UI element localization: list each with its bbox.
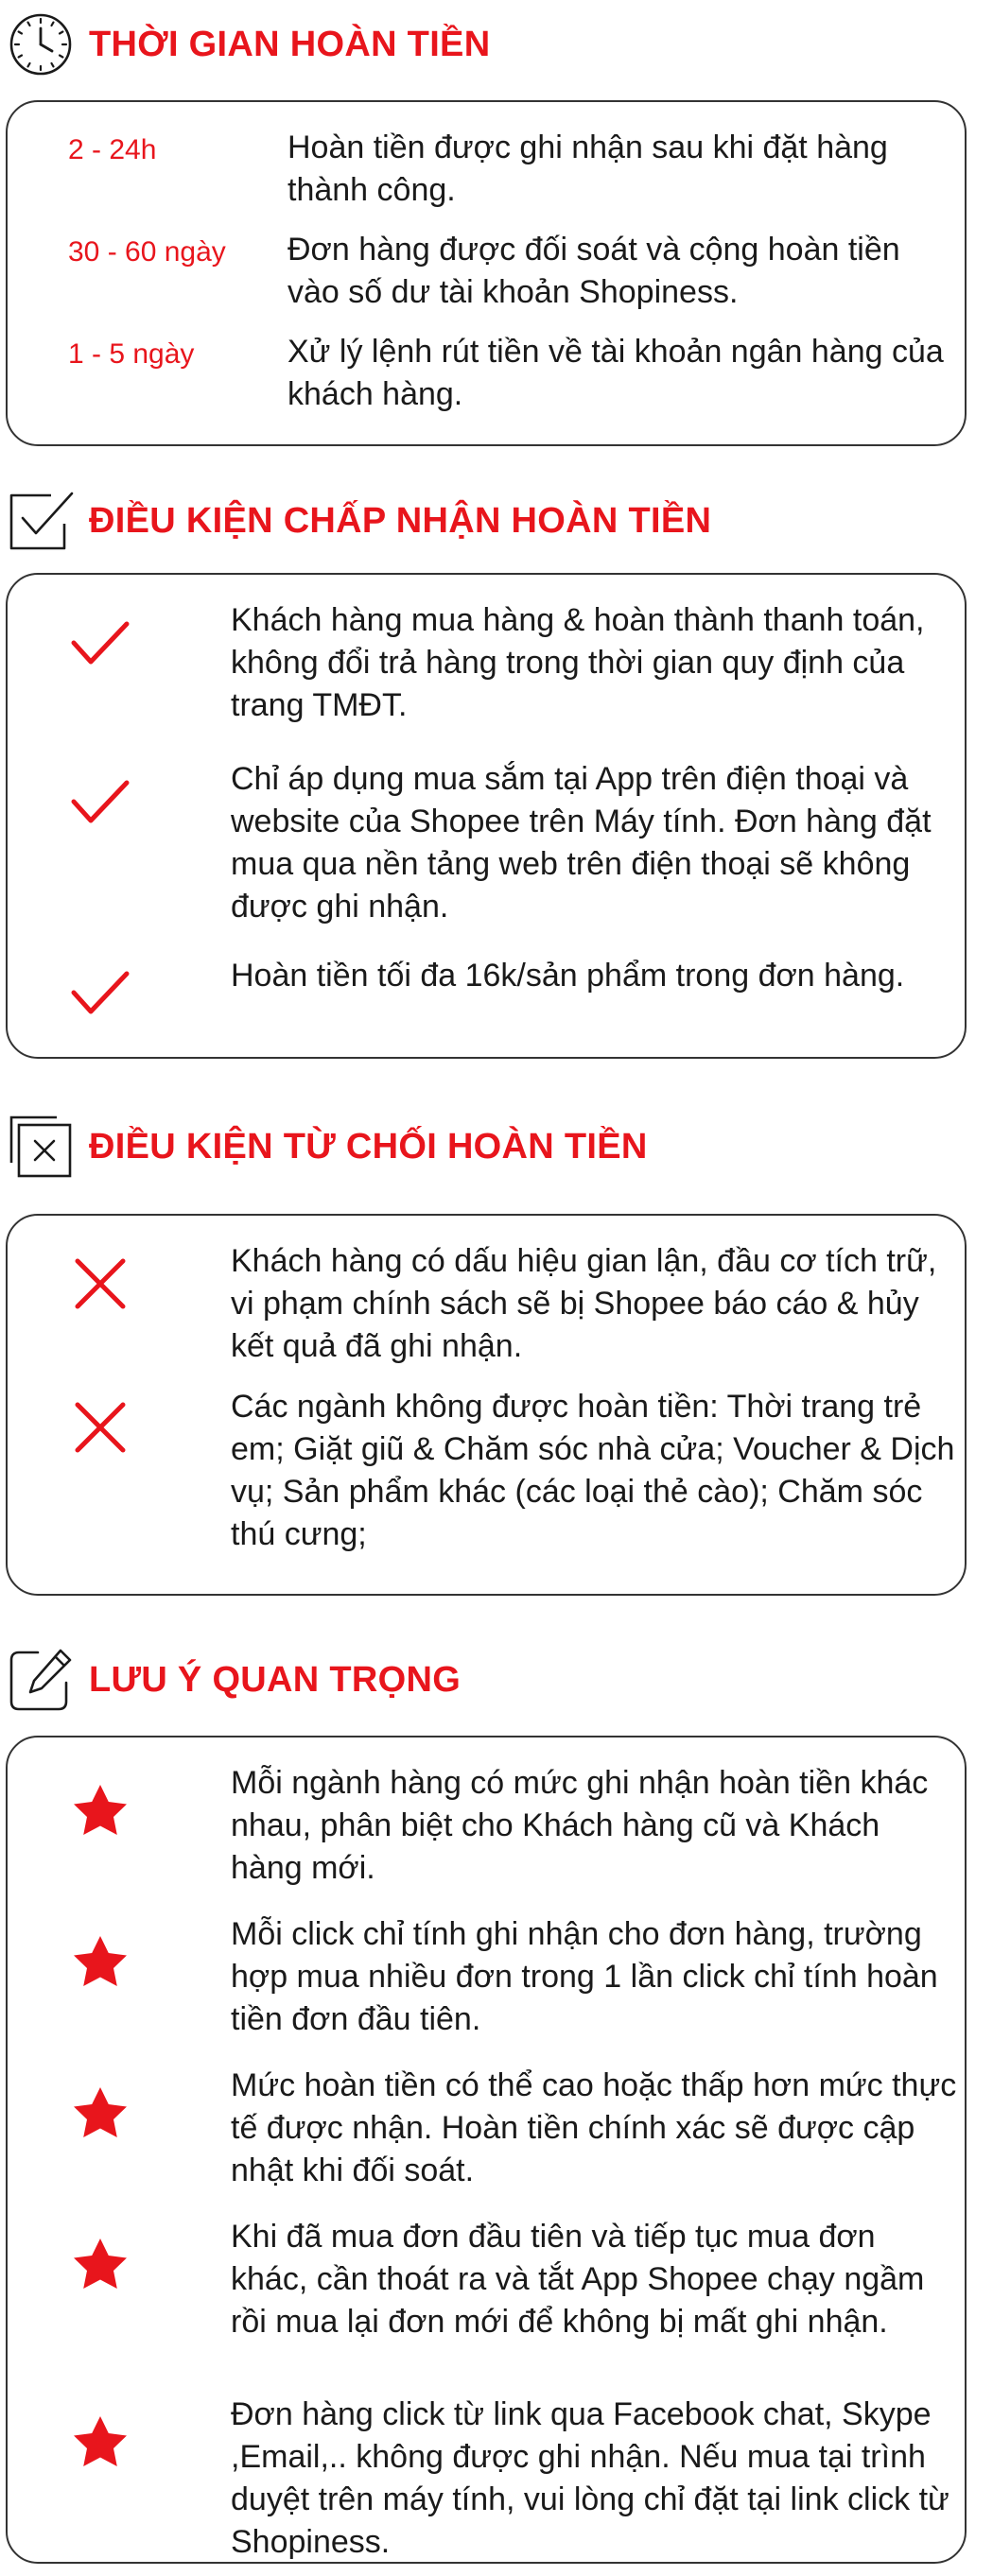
section-reject-title: ĐIỀU KIỆN TỪ CHỐI HOÀN TIỀN: [89, 1126, 648, 1167]
accept-item-text: Khách hàng mua hàng & hoàn thành thanh toán, không đổi trả hàng trong thời gian quy định của trang TMĐT.: [231, 602, 925, 723]
reject-item-text: Các ngành không được hoàn tiền: Thời trang trẻ em; Giặt giũ & Chăm sóc nhà cửa; Voucher & Dịch vụ; Sản phẩm khác (các loại thẻ cào); Chăm sóc thú cưng;: [231, 1389, 955, 1552]
star-icon: [66, 2233, 134, 2301]
time-row: [8, 127, 965, 221]
notes-box: [6, 1736, 967, 2564]
star-icon: [66, 1930, 134, 1998]
star-icon: [66, 2411, 134, 2479]
section-time-title: THỜI GIAN HOÀN TIỀN: [89, 24, 491, 64]
time-label: 2 - 24h: [68, 134, 157, 165]
cross-icon: [66, 1250, 134, 1318]
edit-note-icon: [6, 1645, 76, 1715]
clock-icon: [6, 9, 76, 79]
accept-item-text: Chỉ áp dụng mua sắm tại App trên điện thoại và website của Shopee trên Máy tính. Đơn hàng đặt mua qua nền tảng web trên điện thoại sẽ không được ghi nhận.: [231, 761, 932, 925]
time-text: Hoàn tiền được ghi nhận sau khi đặt hàng thành công.: [287, 130, 888, 208]
time-text: Đơn hàng được đối soát và cộng hoàn tiền vào số dư tài khoản Shopiness.: [287, 232, 900, 310]
time-row: [8, 229, 965, 323]
checkbox-icon: [6, 486, 76, 556]
reject-box-icon: [6, 1112, 76, 1182]
time-label: 1 - 5 ngày: [68, 338, 195, 370]
note-item-text: Mỗi ngành hàng có mức ghi nhận hoàn tiền khác nhau, phân biệt cho Khách hàng cũ và Khách hàng mới.: [231, 1765, 929, 1886]
reject-item-text: Khách hàng có dấu hiệu gian lận, đầu cơ tích trữ, vi phạm chính sách sẽ bị Shopee báo cáo & hủy kết quả đã ghi nhận.: [231, 1243, 937, 1364]
time-text: Xử lý lệnh rút tiền về tài khoản ngân hàng của khách hàng.: [287, 334, 944, 412]
note-item-text: Đơn hàng click từ link qua Facebook chat, Skype ,Email,.. không được ghi nhận. Nếu mua tại trình duyệt trên máy tính, vui lòng chỉ đặt tại link click từ Shopiness.: [231, 2396, 949, 2560]
star-icon: [66, 1779, 134, 1847]
time-label: 30 - 60 ngày: [68, 236, 226, 268]
section-time-header: [0, 9, 490, 79]
reject-box: [6, 1214, 967, 1596]
accept-box: [6, 573, 967, 1059]
section-notes-title: LƯU Ý QUAN TRỌNG: [89, 1659, 462, 1700]
section-reject-header: [0, 1112, 648, 1182]
section-notes-header: [0, 1645, 461, 1715]
accept-item-text: Hoàn tiền tối đa 16k/sản phẩm trong đơn hàng.: [231, 958, 905, 994]
check-icon: [66, 959, 134, 1027]
time-row: [8, 331, 965, 425]
star-icon: [66, 2082, 134, 2150]
section-accept-title: ĐIỀU KIỆN CHẤP NHẬN HOÀN TIỀN: [89, 500, 712, 541]
check-icon: [66, 609, 134, 677]
note-item-text: Khi đã mua đơn đầu tiên và tiếp tục mua đơn khác, cần thoát ra và tắt App Shopee chạy ngầm rồi mua lại đơn mới để không bị mất ghi nhận.: [231, 2219, 925, 2340]
cross-icon: [66, 1393, 134, 1461]
check-icon: [66, 768, 134, 836]
time-box: [6, 100, 967, 446]
section-accept-header: [0, 486, 711, 556]
note-item-text: Mỗi click chỉ tính ghi nhận cho đơn hàng, trường hợp mua nhiều đơn trong 1 lần click chỉ tính hoàn tiền đơn đầu tiên.: [231, 1916, 938, 2037]
note-item-text: Mức hoàn tiền có thể cao hoặc thấp hơn mức thực tế được nhận. Hoàn tiền chính xác sẽ được cập nhật khi đối soát.: [231, 2067, 957, 2188]
